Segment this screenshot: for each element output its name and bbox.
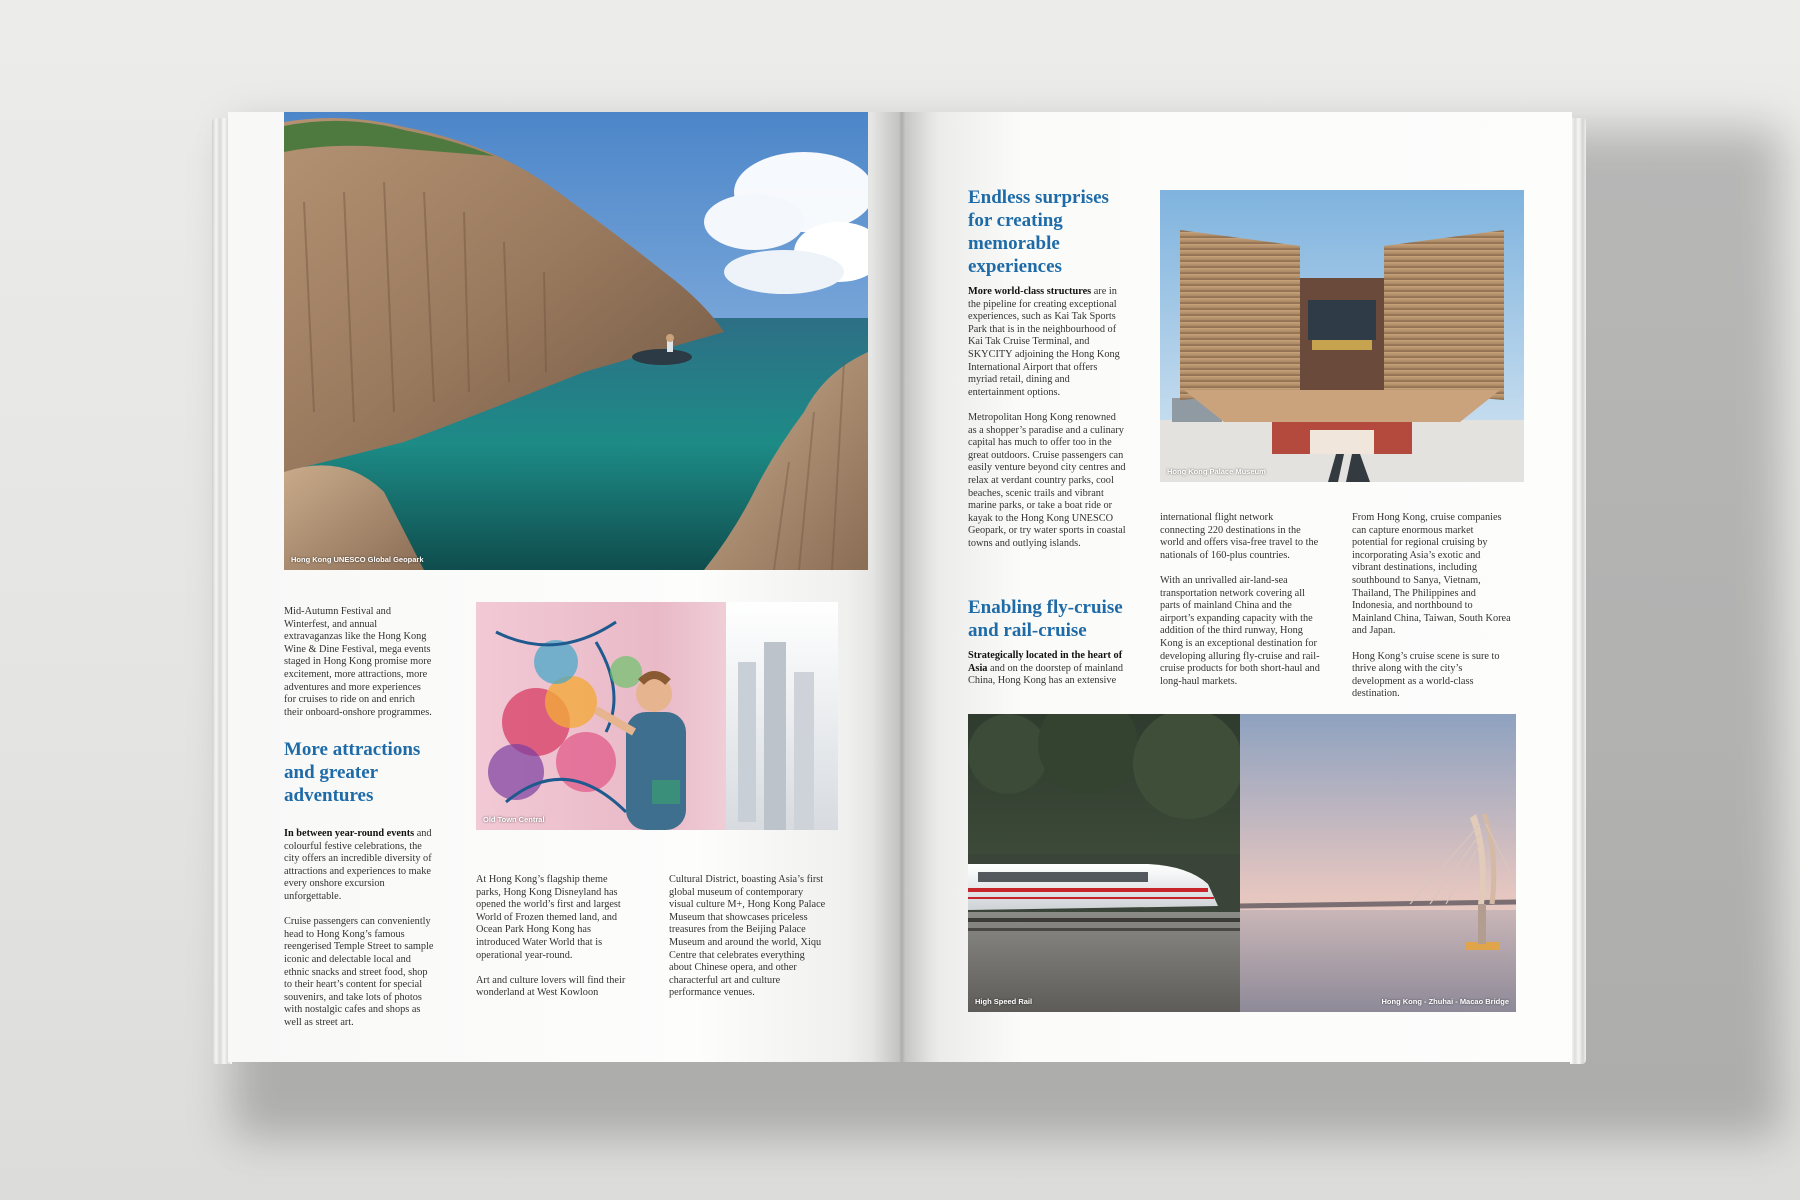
- oldtown-illustration: [476, 602, 838, 830]
- geopark-illustration: [284, 112, 868, 570]
- geopark-photo: [284, 112, 868, 570]
- attractions-p1-bold: In between year-round events: [284, 828, 415, 839]
- flycruise-p1: [968, 650, 1126, 688]
- surprises-p1: [968, 286, 1126, 399]
- attractions-p1: [284, 828, 434, 904]
- oldtown-photo: [476, 602, 838, 830]
- geopark-caption: Hong Kong UNESCO Global Geopark: [291, 555, 424, 564]
- right-col3-p2: Hong Kong’s cruise scene is sure to thrive along with the city’s development as a world-class destination.: [1352, 650, 1500, 700]
- left-column-2: [476, 874, 631, 1013]
- oldtown-caption: Old Town Central: [483, 815, 545, 824]
- attractions-p2: Cruise passengers can conveniently head to Hong Kong’s famous reengerised Temple Street to sample iconic and delectable local and ethnic snacks and street food, shop to their heart’s content for special souvenirs, and take lots of photos with nostalgic cafes and shops as well as street art.: [284, 916, 434, 1028]
- surprises-p2: Metropolitan Hong Kong renowned as a shopper’s paradise and a culinary capital has much to offer too in the great outdoors. Cruise passengers can easily venture beyond city centres and relax at verdant country parks, cool beaches, scenic trails and vibrant marine parks, or take a boat ride or kayak to the Hong Kong UNESCO Geopark, or try water sports in coastal towns and outlying islands.: [968, 411, 1126, 549]
- intro-paragraph: [284, 606, 434, 732]
- attractions-heading-line-1: More attractions: [284, 739, 421, 760]
- left-col3-p1: Cultural District, boasting Asia’s first global museum of contemporary visual culture M+, Hong Kong Palace Museum that showcases priceless treasures from the Beijing Palace Museum and around the world, Xiqu Centre that celebrates everything about Chinese opera, and other characterful art and culture performance venues.: [669, 874, 826, 999]
- attractions-column-1: [284, 828, 434, 1042]
- attractions-heading: [284, 738, 474, 807]
- rail-illustration: [968, 714, 1240, 1012]
- left-page: [228, 112, 900, 1062]
- museum-illustration: [1160, 190, 1524, 482]
- attractions-heading-line-2: and greater: [284, 762, 379, 783]
- right-column-3: [1352, 512, 1512, 714]
- rail-caption: High Speed Rail: [975, 997, 1033, 1006]
- surprises-heading: [968, 186, 1138, 278]
- flycruise-column: [968, 650, 1126, 700]
- bridge-illustration: [1240, 714, 1516, 1012]
- surprises-column: [968, 286, 1126, 563]
- bridge-caption: Hong Kong - Zhuhai - Macao Bridge: [1381, 997, 1509, 1006]
- flycruise-p1-bold: Strategically located in the heart of Asia: [968, 650, 1123, 674]
- surprises-heading-line-4: experiences: [968, 256, 1062, 277]
- museum-caption: Hong Kong Palace Museum: [1167, 467, 1266, 476]
- right-col2-p2: With an unrivalled air-land-sea transportation network covering all parts of mainland China and the airport’s expanding capacity with the addition of the third runway, Hong Kong is an exceptional destination for developing alluring fly-cruise and rail-cruise products for both short-haul and long-haul markets.: [1160, 574, 1320, 687]
- attractions-p1-rest: and colourful festive celebrations, the city offers an incredible diversity of attractions and experiences to make every onshore excursion unforgettable.: [284, 828, 432, 902]
- right-col3-p1: From Hong Kong, cruise companies can capture enormous market potential for regional cruising by incorporating Asia’s exotic and vibrant destinations, including southbound to Sanya, Vietnam, Thailand, The Philippines and Indonesia, and northbound to Mainland China, Taiwan, South Korea and Japan.: [1352, 512, 1511, 637]
- surprises-p1-bold: More world-class structures: [968, 286, 1092, 297]
- flycruise-heading-line-2: and rail-cruise: [968, 620, 1087, 641]
- surprises-heading-line-1: Endless surprises: [968, 187, 1109, 208]
- flycruise-heading-line-1: Enabling fly-cruise: [968, 597, 1123, 618]
- surprises-p1-rest: are in the pipeline for creating exceptional experiences, such as Kai Tak Sports Park that is in the neighbourhood of Kai Tak Cruise Terminal, and SKYCITY adjoining the Hong Kong International Airport that offers myriad retail, dining and entertainment options.: [968, 286, 1120, 398]
- left-column-3: [669, 874, 829, 1013]
- rail-photo: [968, 714, 1240, 1012]
- surprises-heading-line-3: memorable: [968, 233, 1060, 254]
- left-col2-p2: Art and culture lovers will find their wonderland at West Kowloon: [476, 974, 626, 999]
- bridge-photo: [1240, 714, 1516, 1012]
- museum-photo: [1160, 190, 1524, 482]
- right-col2-p1: international flight network connecting 220 destinations in the world and offers visa-free travel to the nationals of 160-plus countries.: [1160, 512, 1319, 561]
- page-stack-right: [1570, 118, 1586, 1064]
- right-page: [900, 112, 1572, 1062]
- flycruise-heading: [968, 596, 1148, 642]
- intro-text: Mid-Autumn Festival and Winterfest, and annual extravaganzas like the Hong Kong Wine & Dine Festival, mega events staged in Hong Kong promise more excitement, more attractions, more adventures and more experiences for cruises to ride on and enrich their onboard-onshore programmes.: [284, 606, 432, 718]
- left-col2-p1: At Hong Kong’s flagship theme parks, Hong Kong Disneyland has opened the world’s first and largest World of Frozen themed land, and Ocean Park Hong Kong has introduced Water World that is operational year-round.: [476, 874, 621, 961]
- attractions-heading-line-3: adventures: [284, 785, 374, 806]
- right-column-2: [1160, 512, 1320, 701]
- flycruise-p1-rest: and on the doorstep of mainland China, Hong Kong has an extensive: [968, 662, 1123, 687]
- surprises-heading-line-2: for creating: [968, 210, 1063, 231]
